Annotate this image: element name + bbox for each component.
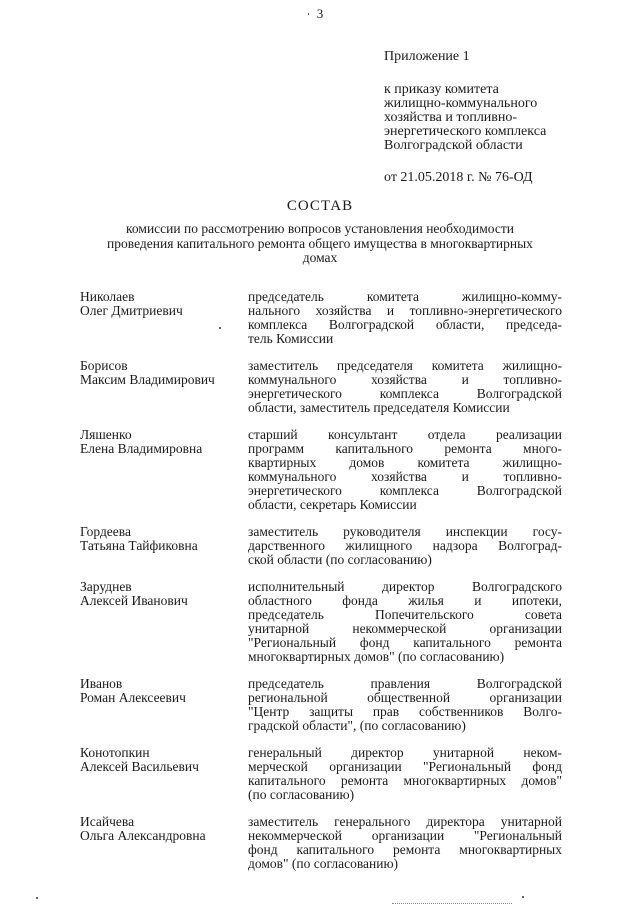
member-surname: Заруднев [80,579,132,594]
member-role-line: коммунального хозяйства и топливно- [248,469,562,484]
member-given-name: Елена Владимировна [80,441,203,456]
subtitle-line: комиссии по рассмотрению вопросов установления необходимости [126,221,514,236]
member-name [80,428,248,512]
member-role-line: коммунального хозяйства и топливно- [248,372,562,387]
appendix-block [384,50,604,185]
member-role-line: заместитель генерального директора унитарной [248,814,562,829]
member-role-line: домов" (по согласованию) [248,856,399,871]
member-role [248,677,562,733]
order-date: от 21.05.2018 г. № 76-ОД [384,170,533,185]
member-role-line: исполнительный директор Волгоградского [248,579,562,594]
member-surname: Ляшенко [80,427,132,442]
member-role-line: председатель правления Волгоградской [248,676,562,691]
member-role-line: тель Комиссии [248,331,334,346]
member-role-line: программ капитального ремонта много- [248,441,562,456]
member-role-line: областного фонда жилья и ипотеки, [248,593,562,608]
member-surname: Конотопкин [80,745,150,760]
member-role-line: заместитель председателя комитета жилищно- [248,358,562,373]
member-name [80,677,248,733]
member-row [80,677,562,733]
member-row [80,359,562,415]
member-name [80,815,248,871]
member-given-name: Роман Алексеевич [80,690,186,705]
member-given-name: Ольга Александровна [80,828,206,843]
member-role-line: региональной общественной организации [248,690,562,705]
scan-speck [36,897,38,899]
member-row [80,428,562,512]
member-role-line: капитального ремонта многоквартирных домов" [248,773,562,788]
member-role-line: старший консультант отдела реализации [248,427,562,442]
scan-speck [308,13,309,15]
member-role-line: мерческой организации "Региональный фонд [248,759,562,774]
member-role [248,746,562,802]
member-role-line: энергетического комплекса Волгоградской [248,386,562,401]
member-surname: Исайчева [80,814,135,829]
member-row [80,815,562,871]
member-role-line: дарственного жилищного надзора Волгоград- [248,538,562,553]
member-role [248,359,562,415]
member-role-line: генеральный директор унитарной неком- [248,745,562,760]
member-row [80,525,562,567]
member-role-line: председатель Попечительского совета [248,607,562,622]
member-role-line: "Региональный фонд капитального ремонта [248,635,562,650]
member-row [80,746,562,802]
member-role-line: квартирных домов комитета жилищно- [248,455,562,470]
member-role-line: заместитель руководителя инспекции госу- [248,524,562,539]
member-surname: Гордеева [80,524,131,539]
appendix-line: Волгоградской области [384,138,523,153]
member-given-name: Максим Владимирович [80,372,215,387]
member-row [80,290,562,346]
commission-members-list [80,290,562,884]
document-heading: СОСТАВ [286,198,354,214]
member-surname: Борисов [80,358,128,373]
member-role-line: председатель комитета жилищно-комму- [248,289,562,304]
member-role [248,580,562,664]
document-subtitle [80,222,560,266]
member-role-line: многоквартирных домов" (по согласованию) [248,649,505,664]
member-given-name: Олег Дмитриевич [80,303,183,318]
page-number: 3 [316,6,324,21]
scan-speck [219,327,221,329]
member-row [80,580,562,664]
member-given-name: Татьяна Тайфиковна [80,538,198,553]
appendix-line: энергетического комплекса [384,124,547,139]
member-name [80,580,248,664]
member-role-line: "Центр защиты прав собственников Волго- [248,704,562,719]
member-role-line: области, заместитель председателя Комиссии [248,400,510,415]
member-role [248,428,562,512]
subtitle-line: проведения капитального ремонта общего имущества в многоквартирных [107,235,533,251]
member-role [248,525,562,567]
member-role-line: градской области", (по согласованию) [248,718,466,733]
member-role-line: фонд капитального ремонта многоквартирных [248,842,562,857]
member-role-line: некоммерческой организации "Региональный [248,828,562,843]
member-role-line: ской области (по согласованию) [248,552,432,567]
member-surname: Иванов [80,676,123,691]
member-name [80,746,248,802]
member-role-line: унитарной некоммерческой организации [248,621,562,636]
appendix-line: к приказу комитета [384,82,499,97]
member-role-line: (по согласованию) [248,787,355,802]
member-name [80,290,248,346]
member-given-name: Алексей Васильевич [80,759,199,774]
member-name [80,525,248,567]
appendix-title: Приложение 1 [384,49,470,64]
member-role-line: нального хозяйства и топливно-энергетического [248,303,562,318]
member-given-name: Алексей Иванович [80,593,188,608]
member-name [80,359,248,415]
member-role-line: энергетического комплекса Волгоградской [248,483,562,498]
member-role-line: области, секретарь Комиссии [248,497,417,512]
member-role [248,815,562,871]
member-surname: Николаев [80,289,135,304]
footer-dotted-line [392,903,512,904]
member-role-line: комплекса Волгоградской области, председа- [248,317,562,332]
appendix-line: хозяйства и топливно- [384,110,518,125]
member-role [248,290,562,346]
scan-speck [522,896,524,898]
subtitle-line: домах [302,250,338,265]
appendix-line: жилищно-коммунального [384,96,538,111]
